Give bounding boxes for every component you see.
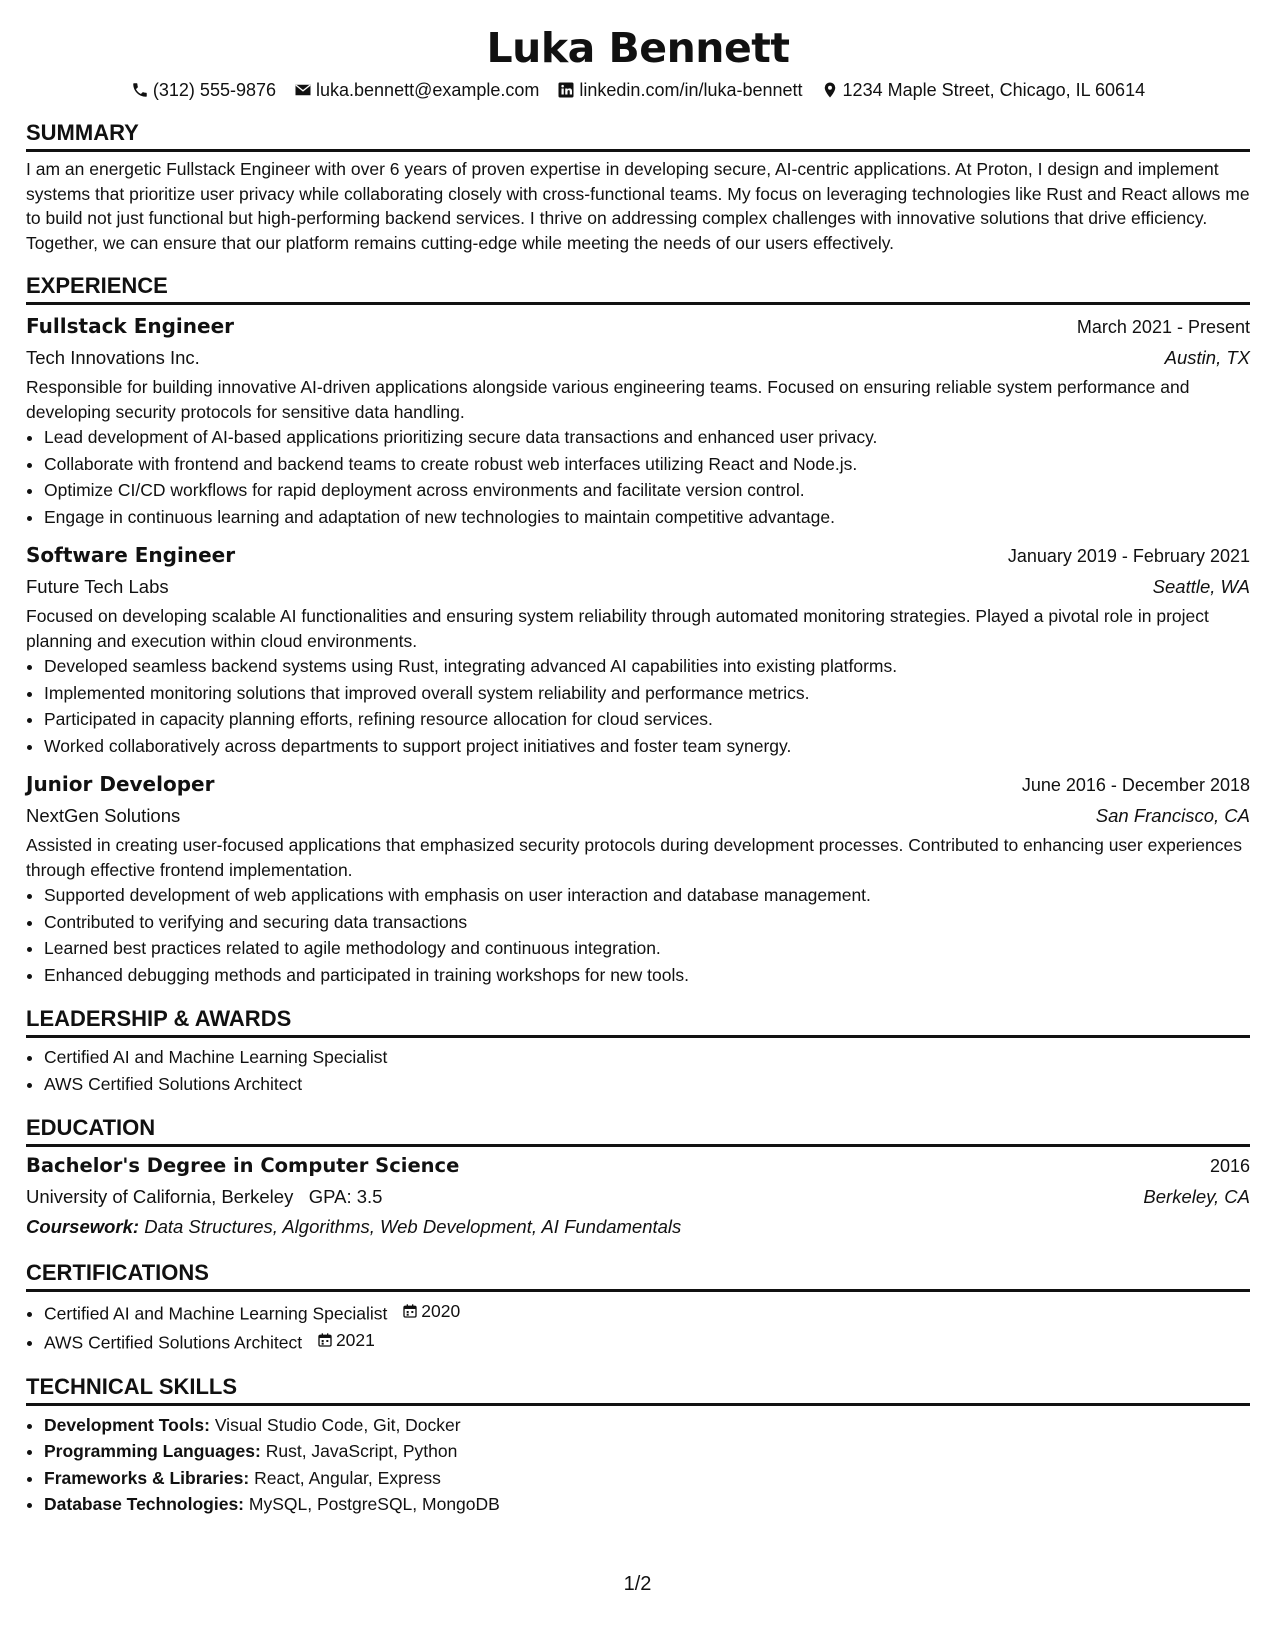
page-number: 1/2 bbox=[623, 1573, 652, 1595]
certifications-list bbox=[26, 1298, 1250, 1356]
phone-icon bbox=[131, 81, 149, 99]
skills-section bbox=[26, 1372, 1250, 1518]
list-item: • Learned best practices related to agile methodology and continuous integration. bbox=[44, 935, 1250, 962]
linkedin-icon bbox=[557, 81, 575, 99]
contact-phone bbox=[131, 78, 276, 102]
skill-value: Visual Studio Code, Git, Docker bbox=[214, 1414, 461, 1435]
job-entry bbox=[26, 540, 1250, 759]
job-description: Assisted in creating user-focused applications that emphasized security protocols during development processes. Contributed to enhancing user experiences through effective frontend implementation. bbox=[26, 835, 1242, 880]
gpa: GPA: 3.5 bbox=[308, 1186, 383, 1207]
list-item: • Supported development of web applications with emphasis on user interaction and database management. bbox=[44, 882, 1250, 909]
job-bullets bbox=[26, 424, 1250, 530]
experience-heading: EXPERIENCE bbox=[26, 271, 1250, 305]
coursework-list: Data Structures, Algorithms, Web Development, AI Fundamentals bbox=[144, 1216, 682, 1237]
job-date: June 2016 - December 2018 bbox=[1021, 775, 1250, 795]
skill-label: Database Technologies: bbox=[44, 1494, 245, 1514]
contact-linkedin[interactable] bbox=[557, 78, 802, 102]
school-location: Berkeley, CA bbox=[1143, 1186, 1250, 1207]
job-location: Austin, TX bbox=[1164, 347, 1250, 368]
job-entry bbox=[26, 311, 1250, 530]
address-text: 1234 Maple Street, Chicago, IL 60614 bbox=[842, 80, 1146, 100]
skill-value: Rust, JavaScript, Python bbox=[265, 1441, 458, 1461]
certification-year: 2020 bbox=[421, 1301, 461, 1321]
degree-title: Bachelor's Degree in Computer Science bbox=[26, 1154, 460, 1177]
leadership-list bbox=[26, 1044, 1250, 1097]
list-item bbox=[44, 1438, 1250, 1465]
skill-label: Programming Languages: bbox=[44, 1441, 261, 1461]
list-item: • Collaborate with frontend and backend teams to create robust web interfaces utilizing React and Node.js. bbox=[44, 451, 1250, 478]
linkedin-text: linkedin.com/in/luka-bennett bbox=[579, 80, 803, 100]
calendar-icon bbox=[402, 1303, 418, 1319]
list-item bbox=[44, 1298, 1250, 1327]
education-section bbox=[26, 1113, 1250, 1242]
job-date: January 2019 - February 2021 bbox=[1007, 546, 1250, 566]
skill-label: Development Tools: bbox=[44, 1414, 210, 1435]
job-location: Seattle, WA bbox=[1152, 576, 1250, 597]
skills-heading: TECHNICAL SKILLS bbox=[26, 1372, 1250, 1406]
list-item: • Participated in capacity planning efforts, refining resource allocation for cloud services. bbox=[44, 706, 1250, 733]
list-item: • Lead development of AI-based applications prioritizing secure data transactions and enhanced user privacy. bbox=[44, 424, 1250, 451]
certifications-heading: CERTIFICATIONS bbox=[26, 1258, 1250, 1292]
certification-name: Certified AI and Machine Learning Specialist bbox=[44, 1303, 388, 1324]
contact-email[interactable] bbox=[294, 78, 539, 102]
job-description: Focused on developing scalable AI functionalities and ensuring system reliability through automated monitoring strategies. Played a pivotal role in project planning and execution within cloud environments. bbox=[26, 606, 1209, 651]
coursework bbox=[26, 1212, 1250, 1242]
contact-address bbox=[821, 78, 1146, 102]
school-name: University of California, Berkeley bbox=[26, 1186, 294, 1207]
list-item: • Certified AI and Machine Learning Specialist bbox=[44, 1044, 1250, 1071]
certification-name: AWS Certified Solutions Architect bbox=[44, 1332, 303, 1352]
job-company: Future Tech Labs bbox=[26, 576, 169, 597]
job-title: Software Engineer bbox=[26, 543, 236, 567]
list-item: • Optimize CI/CD workflows for rapid deployment across environments and facilitate version control. bbox=[44, 477, 1250, 504]
list-item: • Engage in continuous learning and adaptation of new technologies to maintain competitive advantage. bbox=[44, 504, 1250, 531]
list-item: • AWS Certified Solutions Architect bbox=[44, 1071, 1250, 1098]
contact-bar bbox=[26, 78, 1250, 102]
job-bullets bbox=[26, 653, 1250, 759]
candidate-name: Luka Bennett bbox=[486, 24, 790, 72]
email-text: luka.bennett@example.com bbox=[316, 80, 540, 100]
job-date: March 2021 - Present bbox=[1076, 317, 1250, 337]
job-title: Fullstack Engineer bbox=[26, 314, 234, 338]
skill-value: React, Angular, Express bbox=[254, 1467, 441, 1488]
leadership-heading: LEADERSHIP & AWARDS bbox=[26, 1004, 1250, 1038]
job-title: Junior Developer bbox=[26, 772, 215, 796]
calendar-icon bbox=[317, 1332, 333, 1348]
list-item: • Worked collaboratively across departments to support project initiatives and foster team synergy. bbox=[44, 733, 1250, 760]
list-item bbox=[44, 1491, 1250, 1518]
list-item: • Enhanced debugging methods and participated in training workshops for new tools. bbox=[44, 962, 1250, 989]
envelope-icon bbox=[294, 81, 312, 99]
certifications-section bbox=[26, 1258, 1250, 1356]
leadership-section bbox=[26, 1004, 1250, 1097]
list-item bbox=[44, 1465, 1250, 1492]
skills-list bbox=[26, 1412, 1250, 1518]
list-item: • Contributed to verifying and securing data transactions bbox=[44, 909, 1250, 936]
resume-page bbox=[26, 22, 1250, 1518]
coursework-label: Coursework: bbox=[26, 1216, 140, 1237]
skill-label: Frameworks & Libraries: bbox=[44, 1467, 250, 1488]
job-company: NextGen Solutions bbox=[26, 805, 181, 826]
list-item bbox=[44, 1327, 1250, 1356]
map-pin-icon bbox=[821, 81, 839, 99]
graduation-year: 2016 bbox=[1209, 1156, 1250, 1176]
list-item bbox=[44, 1412, 1250, 1439]
job-bullets bbox=[26, 882, 1250, 988]
phone-text: (312) 555-9876 bbox=[152, 80, 276, 100]
summary-section bbox=[26, 118, 1250, 255]
education-heading: EDUCATION bbox=[26, 1113, 1250, 1147]
school-line bbox=[26, 1181, 382, 1212]
experience-section bbox=[26, 271, 1250, 988]
certification-year: 2021 bbox=[335, 1329, 375, 1350]
certification-date bbox=[402, 1298, 460, 1325]
job-entry bbox=[26, 769, 1250, 988]
summary-text: I am an energetic Fullstack Engineer with over 6 years of proven expertise in developing secure, AI-centric applications. At Proton, I design and implement systems that prioritize user privacy while collaborating closely with cross-functional teams. My focus on leveraging technologies like Rust and React allows me to build not just functional but high-performing backend services. I thrive on addressing complex challenges with innovative solutions that drive efficiency. Together, we can ensure that our platform remains cutting-edge while meeting the needs of our users effectively. bbox=[26, 159, 1250, 253]
skill-value: MySQL, PostgreSQL, MongoDB bbox=[248, 1494, 500, 1514]
list-item: • Developed seamless backend systems using Rust, integrating advanced AI capabilities into existing platforms. bbox=[44, 653, 1250, 680]
job-location: San Francisco, CA bbox=[1095, 805, 1250, 826]
list-item: • Implemented monitoring solutions that improved overall system reliability and performance metrics. bbox=[44, 680, 1250, 707]
summary-heading: SUMMARY bbox=[26, 118, 1250, 152]
job-description: Responsible for building innovative AI-driven applications alongside various engineering teams. Focused on ensuring reliable system performance and developing security protocols for sensitive data handling. bbox=[26, 377, 1190, 422]
job-company: Tech Innovations Inc. bbox=[26, 347, 200, 368]
certification-date bbox=[317, 1327, 375, 1354]
